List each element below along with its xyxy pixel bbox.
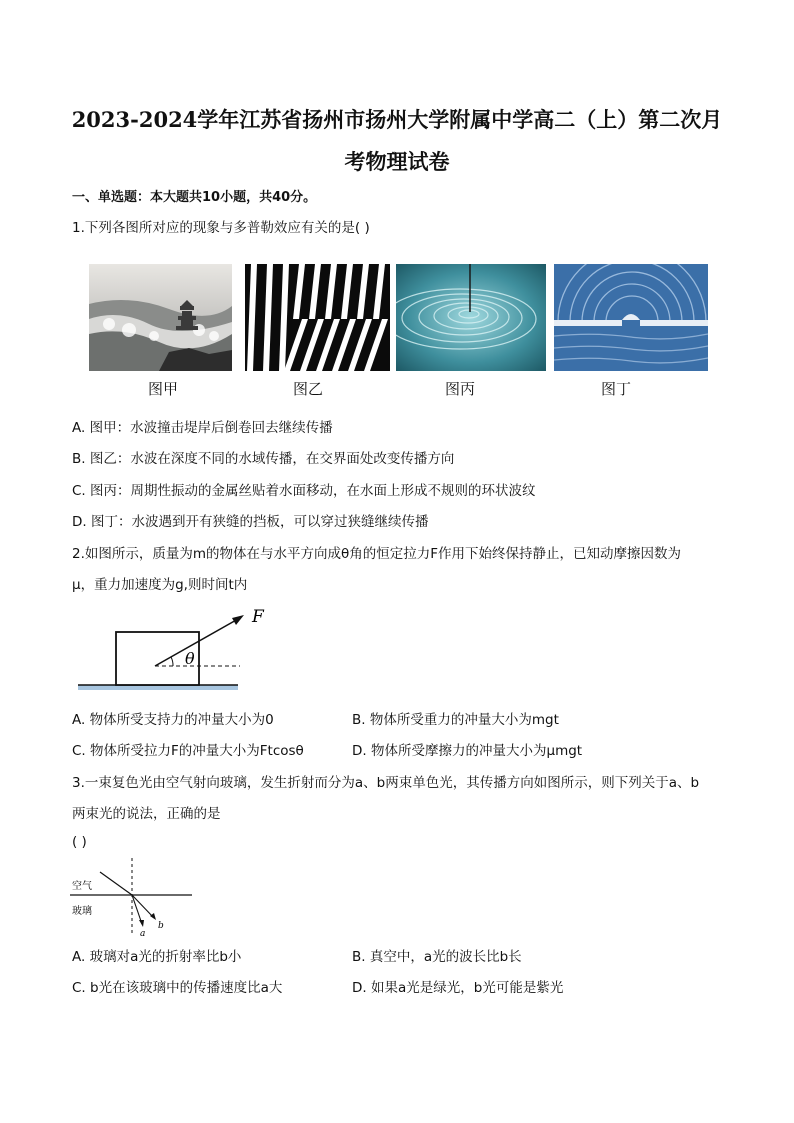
q3-stem-line2: 两束光的说法，正确的是: [72, 806, 221, 822]
q1-option-b: B. 图乙：水波在深度不同的水域传播，在交界面处改变传播方向: [72, 451, 455, 467]
q3-stem-line1: 3.一束复色光由空气射向玻璃，发生折射而分为a、b两束单色光，其传播方向如图所示，则下列关于a、b: [72, 775, 700, 791]
q3-fig-air-label: 空气: [72, 881, 92, 892]
image-ding: [554, 264, 708, 371]
q3-option-b: B. 真空中，a光的波长比b长: [352, 949, 522, 965]
q3-fig-glass-label: 玻璃: [72, 906, 92, 917]
page-title-line2: 考物理试卷: [344, 149, 450, 174]
q2-option-b: B. 物体所受重力的冲量大小为mgt: [352, 712, 559, 728]
q1-option-d: D. 图丁：水波遇到开有狭缝的挡板，可以穿过狭缝继续传播: [72, 514, 429, 530]
q2-fig-theta: θ: [185, 649, 195, 668]
q3-stem-line3: ( ): [72, 834, 87, 850]
q2-option-c: C. 物体所受拉力F的冲量大小为Ftcosθ: [72, 743, 304, 759]
q2-fig-F: F: [252, 607, 264, 627]
q1-stem: 1.下列各图所对应的现象与多普勒效应有关的是( ): [72, 220, 370, 236]
q1-option-a: A. 图甲：水波撞击堤岸后倒卷回去继续传播: [72, 420, 333, 436]
q1-option-c: C. 图丙：周期性振动的金属丝贴着水面移动，在水面上形成不规则的环状波纹: [72, 483, 536, 499]
q3-option-a: A. 玻璃对a光的折射率比b小: [72, 949, 242, 965]
caption-yi: 图乙: [292, 380, 323, 398]
q3-fig-b-label: b: [158, 921, 164, 931]
q3-figure: [70, 858, 195, 938]
image-yi: [245, 264, 390, 371]
q3-fig-a-label: a: [140, 929, 146, 938]
caption-bing: 图丙: [444, 380, 475, 398]
caption-ding: 图丁: [600, 380, 631, 398]
page-title-line1: 2023-2024学年江苏省扬州市扬州大学附属中学高二（上）第二次月: [71, 107, 723, 132]
section-heading: 一、单选题：本大题共10小题，共40分。: [72, 190, 317, 205]
q3-option-c: C. b光在该玻璃中的传播速度比a大: [72, 980, 283, 996]
q2-figure: [78, 602, 278, 694]
image-jia: [89, 264, 232, 371]
q2-stem-line1: 2.如图所示，质量为m的物体在与水平方向成θ角的恒定拉力F作用下始终保持静止，已知动摩擦因数为: [72, 546, 682, 562]
q2-option-d: D. 物体所受摩擦力的冲量大小为μmgt: [352, 743, 583, 759]
image-bing: [396, 264, 546, 371]
q2-option-a: A. 物体所受支持力的冲量大小为0: [72, 712, 274, 728]
q3-option-d: D. 如果a光是绿光，b光可能是紫光: [352, 980, 564, 996]
caption-jia: 图甲: [147, 380, 178, 398]
q2-stem-line2: μ，重力加速度为g,则时间t内: [72, 577, 248, 593]
